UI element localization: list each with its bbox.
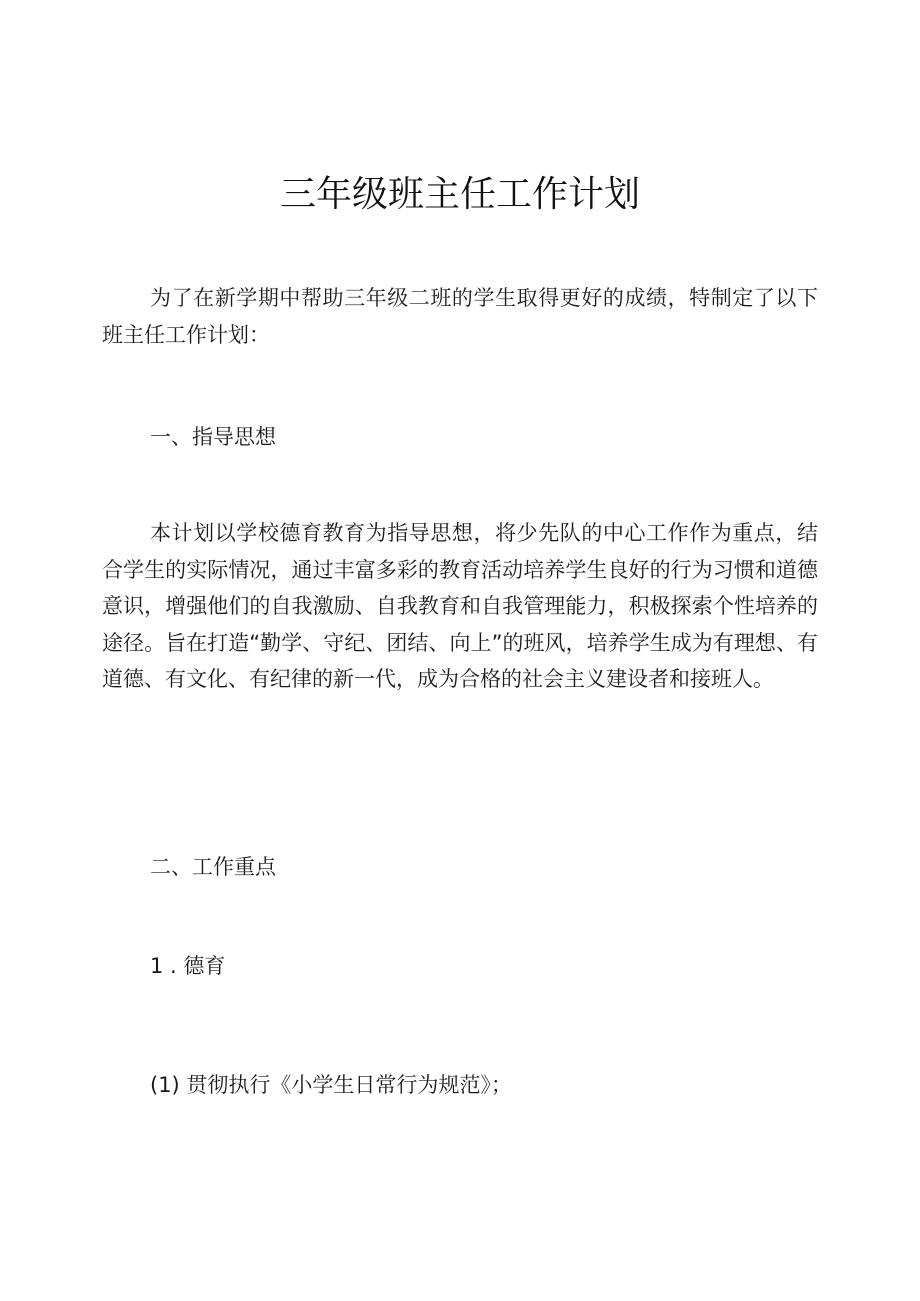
guiding-ideology-paragraph: 本计划以学校德育教育为指导思想，将少先队的中心工作作为重点，结合学生的实际情况，通过丰富多彩的教育活动培养学生良好的行为习惯和道德意识，增强他们的自我激励、自我教育和自我管理能力，积极探索个性培养的途径。旨在打造“勤学、守纪、团结、向上”的班风，培养学生成为有理想、有道德、有文化、有纪律的新一代，成为合格的社会主义建设者和接班人。 [102,521,818,691]
section-heading-guiding-ideology: 一、指导思想 [150,425,276,449]
sub-item-behavior-norms: (1) 贯彻执行《小学生日常行为规范》； [150,1073,512,1097]
document-title: 三年级班主任工作计划 [279,174,640,215]
section-heading-work-focus: 二、工作重点 [150,855,276,879]
item-heading-moral-education: 1 . 德育 [150,954,226,978]
intro-paragraph: 为了在新学期中帮助三年级二班的学生取得更好的成绩，特制定了以下班主任工作计划： [102,286,818,347]
